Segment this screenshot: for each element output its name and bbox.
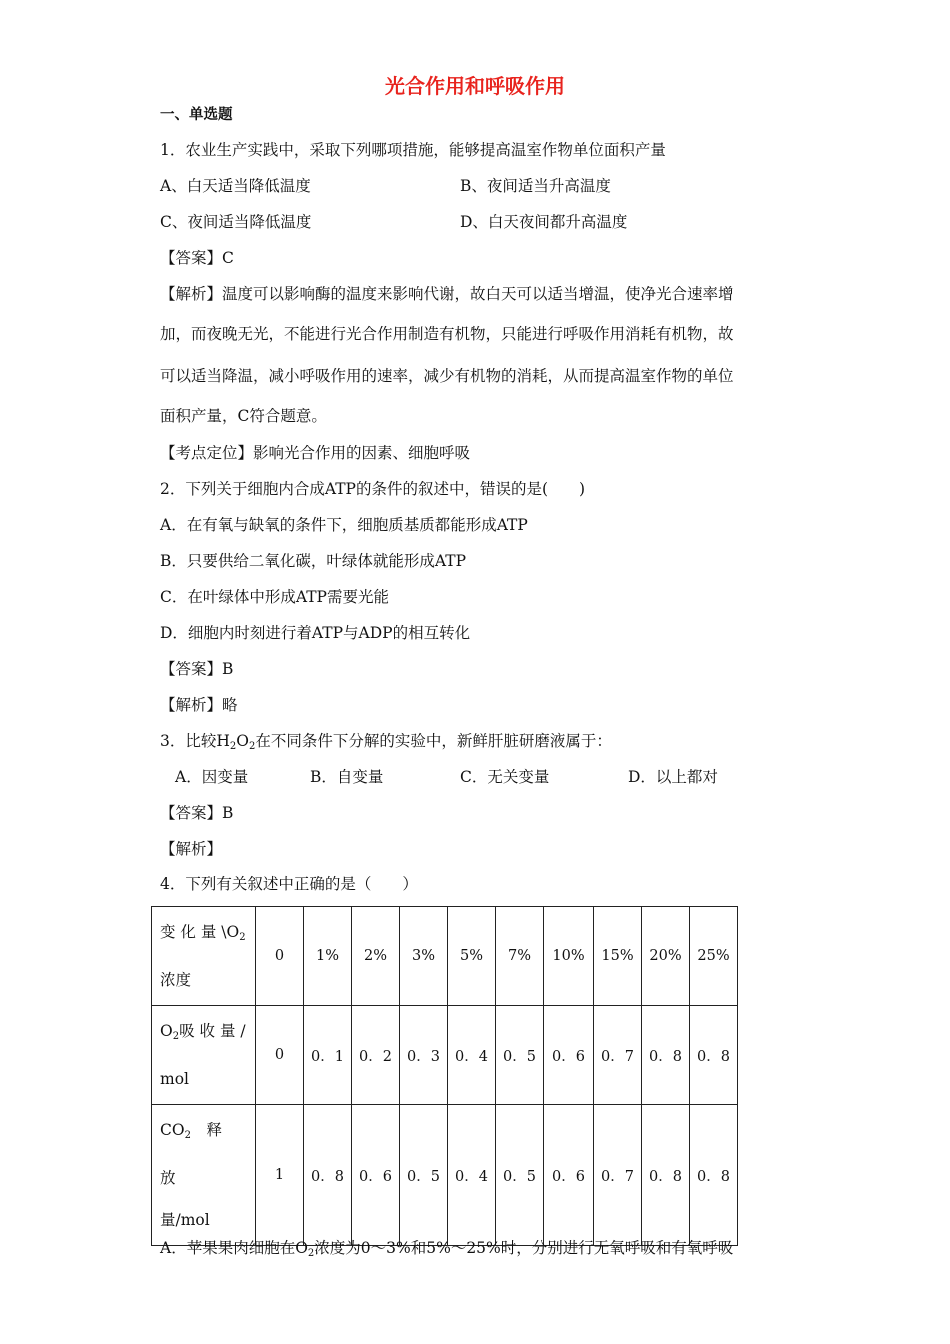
- q4-option-a: A．苹果果肉细胞在$O_2$浓度为0～3%和5%～25%时，分别进行无氧呼吸和有氧呼吸: [160, 1239, 734, 1259]
- q2-stem: 2．下列关于细胞内合成ATP的条件的叙述中，错误的是( ): [160, 480, 586, 498]
- q1-analysis-line-4: 面积产量，C符合题意。: [160, 407, 327, 425]
- table-cell: 0．6: [544, 1006, 594, 1105]
- table-cell: 0．6: [544, 1105, 594, 1246]
- q1-key-point: 【考点定位】影响光合作用的因素、细胞呼吸: [160, 444, 471, 462]
- table-cell: 0．1: [304, 1006, 352, 1105]
- table-cell: 0．8: [642, 1105, 690, 1246]
- table-cell: 0．8: [304, 1105, 352, 1246]
- oxygen-respiration-table: [151, 906, 738, 1246]
- table-col-header: 3%: [400, 907, 448, 1006]
- q3-answer: 【答案】B: [160, 804, 234, 822]
- table-row-label: $CO_2$ 释 放 量/mol: [152, 1105, 256, 1246]
- q1-option-d: D、白天夜间都升高温度: [460, 213, 628, 231]
- table-cell: 0．2: [352, 1006, 400, 1105]
- q2-option-c: C．在叶绿体中形成ATP需要光能: [160, 588, 389, 606]
- table-cell: 0．8: [690, 1006, 738, 1105]
- table-cell: 0．4: [448, 1105, 496, 1246]
- q3-option-b: B．自变量: [310, 768, 384, 786]
- q2-answer: 【答案】B: [160, 660, 234, 678]
- table-cell: 0．5: [496, 1006, 544, 1105]
- q1-option-c: C、夜间适当降低温度: [160, 213, 312, 231]
- table-col-header: 15%: [594, 907, 642, 1006]
- q3-option-a: A．因变量: [175, 768, 249, 786]
- table-col-header: 10%: [544, 907, 594, 1006]
- q1-stem: 1．农业生产实践中，采取下列哪项措施，能够提高温室作物单位面积产量: [160, 141, 666, 159]
- table-col-header: 7%: [496, 907, 544, 1006]
- table-cell: 1: [256, 1105, 304, 1246]
- table-cell: 0．5: [496, 1105, 544, 1246]
- table-col-header: 25%: [690, 907, 738, 1006]
- table-col-header: 0: [256, 907, 304, 1006]
- table-row: [152, 1006, 738, 1105]
- q3-analysis: 【解析】: [160, 840, 223, 858]
- table-col-header: 20%: [642, 907, 690, 1006]
- table-col-header: 2%: [352, 907, 400, 1006]
- table-cell: 0．5: [400, 1105, 448, 1246]
- table-row-label: $O_2$吸 收 量 / mol: [152, 1006, 256, 1105]
- table-cell: 0．4: [448, 1006, 496, 1105]
- q1-analysis-line-2: 加，而夜晚无光，不能进行光合作用制造有机物，只能进行呼吸作用消耗有机物，故: [160, 325, 734, 343]
- q2-option-b: B．只要供给二氧化碳，叶绿体就能形成ATP: [160, 552, 467, 570]
- q1-analysis-line-1: 【解析】温度可以影响酶的温度来影响代谢，故白天可以适当增温，使净光合速率增: [160, 285, 734, 303]
- table-cell: 0．7: [594, 1006, 642, 1105]
- q1-option-b: B、夜间适当升高温度: [460, 177, 611, 195]
- table-cell: 0．8: [690, 1105, 738, 1246]
- table-col-header: 1%: [304, 907, 352, 1006]
- q1-option-a: A、白天适当降低温度: [160, 177, 311, 195]
- table-header-label: 变 化 量 $\backslash O_2$ 浓度: [152, 907, 256, 1006]
- q3-option-d: D．以上都对: [628, 768, 718, 786]
- q1-answer: 【答案】C: [160, 249, 234, 267]
- q2-option-d: D．细胞内时刻进行着ATP与ADP的相互转化: [160, 624, 471, 642]
- table-col-header: 5%: [448, 907, 496, 1006]
- q2-option-a: A．在有氧与缺氧的条件下，细胞质基质都能形成ATP: [160, 516, 528, 534]
- section-heading: 一、单选题: [160, 107, 233, 123]
- table-cell: 0．3: [400, 1006, 448, 1105]
- table-cell: 0．6: [352, 1105, 400, 1246]
- page-title: 光合作用和呼吸作用: [385, 74, 565, 98]
- table-row: [152, 1105, 738, 1246]
- table-cell: 0．8: [642, 1006, 690, 1105]
- table-header-row: [152, 907, 738, 1006]
- q3-option-c: C．无关变量: [460, 768, 550, 786]
- q3-stem: 3．比较$H_2O_2$在不同条件下分解的实验中，新鲜肝脏研磨液属于：: [160, 732, 612, 752]
- table-cell: 0: [256, 1006, 304, 1105]
- table-cell: 0．7: [594, 1105, 642, 1246]
- q2-analysis: 【解析】略: [160, 696, 238, 714]
- q1-analysis-line-3: 可以适当降温，减小呼吸作用的速率，减少有机物的消耗，从而提高温室作物的单位: [160, 367, 734, 385]
- q4-stem: 4．下列有关叙述中正确的是（ ）: [160, 875, 418, 893]
